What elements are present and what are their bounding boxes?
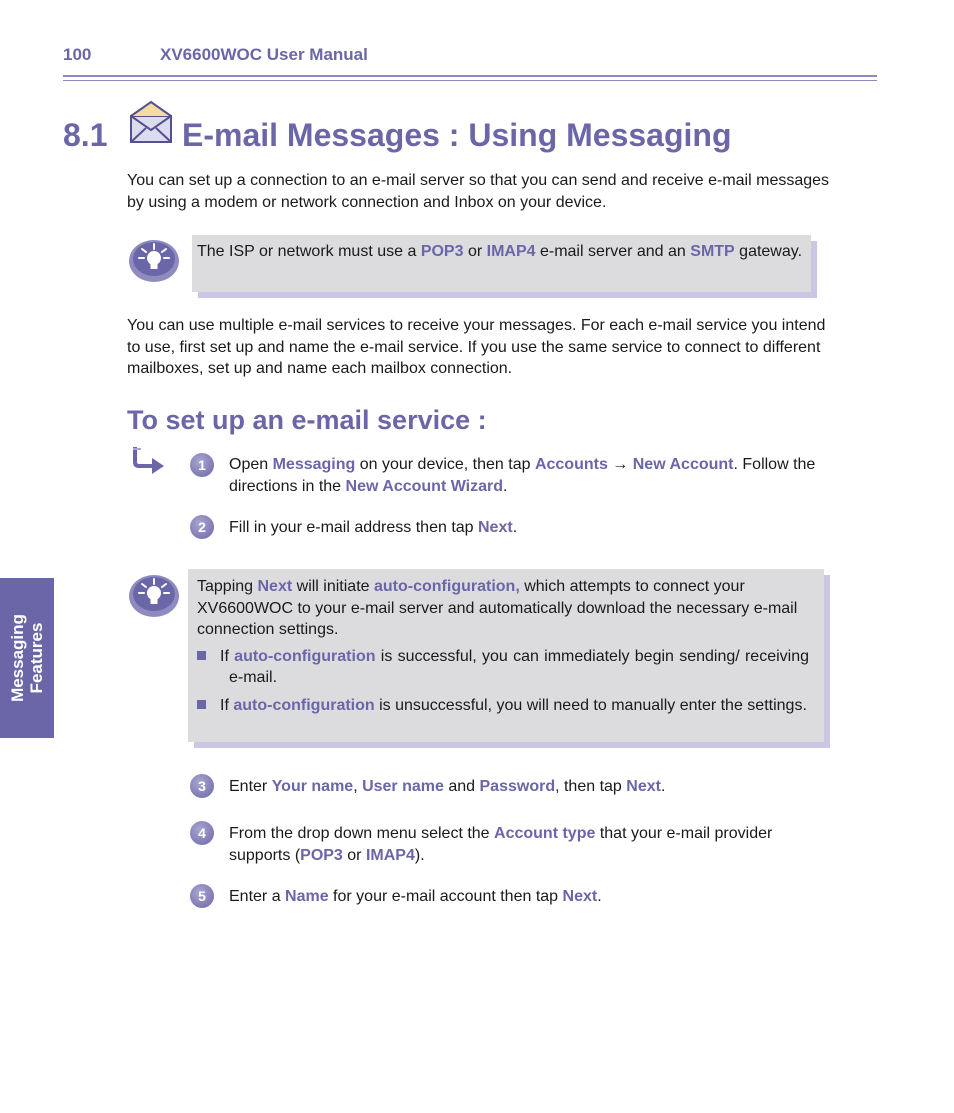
note-text-part: The ISP or network must use a bbox=[197, 243, 421, 260]
step-text-part: on your device, then tap bbox=[355, 456, 535, 473]
side-tab-line: Features bbox=[27, 622, 46, 694]
auto-config-term: auto-configuration bbox=[234, 647, 376, 665]
imap4-term: IMAP4 bbox=[486, 243, 536, 260]
note-text-part: or bbox=[463, 243, 487, 260]
step-text-part: . bbox=[512, 519, 518, 536]
multi-service-paragraph: You can use multiple e-mail services to receive your messages. For each e-mail service you intend to use, first set up and name the e-mail service. If you use the same service to connect to different mailboxes, set up and name each mailbox connection. bbox=[127, 317, 826, 377]
intro-paragraph: You can set up a connection to an e-mail server so that you can send and receive e-mail messages by using a modem or network connection and Inbox on your device. bbox=[127, 172, 830, 211]
step-text-part: and bbox=[443, 778, 480, 795]
lightbulb-icon bbox=[128, 237, 180, 283]
note-text-part: If bbox=[220, 647, 235, 665]
step-text-part: , bbox=[353, 778, 363, 795]
note-text-part: is successful, you can immediately begin sending/ receiving e-mail. bbox=[229, 647, 809, 686]
note-text-part: is unsuccessful, you will need to manually enter the settings. bbox=[374, 696, 807, 714]
step-number: 1 bbox=[190, 453, 214, 477]
your-name-term: Your name bbox=[271, 778, 354, 795]
lightbulb-icon bbox=[128, 572, 180, 618]
note-text bbox=[197, 241, 809, 263]
section-number: 8.1 bbox=[63, 117, 108, 153]
step-text-part: . bbox=[597, 888, 602, 905]
square-bullet-icon bbox=[197, 651, 206, 660]
subsection-title: To set up an e-mail service : bbox=[127, 405, 487, 435]
imap4-term: IMAP4 bbox=[365, 846, 415, 864]
note-text-part: gateway. bbox=[734, 243, 803, 260]
name-term: Name bbox=[285, 888, 329, 905]
step-text-part: or bbox=[342, 846, 366, 864]
step-text-part: . bbox=[503, 477, 508, 495]
step-4-text bbox=[229, 823, 829, 866]
smtp-term: SMTP bbox=[690, 243, 735, 260]
password-term: Password bbox=[479, 778, 556, 795]
pop3-term: POP3 bbox=[300, 846, 343, 864]
note-bullet-item bbox=[197, 695, 809, 717]
step-text-part: . bbox=[660, 778, 666, 795]
note-paragraph bbox=[197, 576, 809, 641]
step-3-text bbox=[229, 776, 829, 798]
step-text-part: ). bbox=[414, 846, 425, 864]
step-text-part: . Follow the directions in the bbox=[229, 456, 816, 495]
auto-config-note bbox=[197, 576, 809, 716]
step-2-text bbox=[229, 517, 829, 539]
square-bullet-icon bbox=[197, 700, 206, 709]
step-text-part: , then tap bbox=[555, 778, 627, 795]
side-tab-line: Messaging bbox=[8, 614, 27, 702]
note-bullet-item bbox=[197, 646, 809, 689]
manual-title: XV6600WOC User Manual bbox=[160, 45, 368, 64]
step-text-part: From the drop down menu select the bbox=[229, 825, 495, 842]
side-tab-label bbox=[8, 614, 46, 702]
next-term: Next bbox=[257, 578, 293, 595]
note-text-part: If bbox=[220, 696, 234, 714]
step-text-part: Open bbox=[229, 456, 273, 473]
note-text-part: Tapping bbox=[197, 578, 258, 595]
step-text-part: Enter bbox=[229, 778, 272, 795]
section-title: E-mail Messages : Using Messaging bbox=[182, 117, 732, 153]
pop3-term: POP3 bbox=[420, 243, 464, 260]
header-rule-thin bbox=[63, 80, 877, 81]
account-type-term: Account type bbox=[494, 825, 596, 842]
step-5-text bbox=[229, 886, 829, 908]
note-text-part: will initiate bbox=[292, 578, 374, 595]
step-text-part: for your e-mail account then tap bbox=[328, 888, 563, 905]
user-name-term: User name bbox=[362, 778, 444, 795]
wizard-term: New Account Wizard bbox=[345, 477, 504, 495]
next-term: Next bbox=[562, 888, 598, 905]
header-rule bbox=[63, 75, 877, 77]
page-number: 100 bbox=[63, 45, 92, 64]
step-number: 2 bbox=[190, 515, 214, 539]
note-text-part: which attempts to connect your XV6600WOC to your e-mail server and automatically download the necessary e-mail connection settings. bbox=[197, 578, 798, 638]
step-text-part: that your e-mail provider supports ( bbox=[229, 825, 773, 864]
note-text-part: e-mail server and an bbox=[535, 243, 691, 260]
step-number: 3 bbox=[190, 774, 214, 798]
step-number: 4 bbox=[190, 821, 214, 845]
step-1-text bbox=[229, 454, 829, 497]
auto-config-term: auto-configuration, bbox=[374, 578, 520, 595]
envelope-icon bbox=[128, 100, 174, 146]
pointing-arrow-icon bbox=[130, 444, 168, 476]
messaging-term: Messaging bbox=[272, 456, 356, 473]
next-term: Next bbox=[626, 778, 661, 795]
step-number: 5 bbox=[190, 884, 214, 908]
auto-config-term: auto-configuration bbox=[233, 696, 375, 714]
arrow-glyph: → bbox=[607, 456, 633, 473]
step-text-part: Enter a bbox=[229, 888, 286, 905]
accounts-term: Accounts bbox=[534, 456, 608, 473]
chapter-side-tab bbox=[0, 578, 54, 738]
new-account-term: New Account bbox=[632, 456, 734, 473]
step-text-part: Fill in your e-mail address then tap bbox=[229, 519, 478, 536]
next-term: Next bbox=[478, 519, 513, 536]
